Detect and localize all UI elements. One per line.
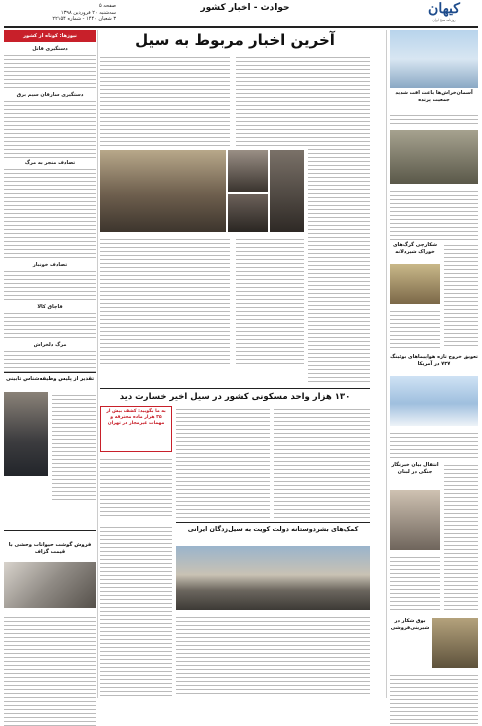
article-body	[390, 112, 478, 126]
brief-item-body	[4, 310, 96, 340]
brief-item-body	[4, 166, 96, 258]
article-body	[274, 406, 370, 518]
divider	[4, 530, 96, 531]
red-notice-panel	[100, 406, 172, 452]
animal-photo	[390, 264, 440, 304]
main-headline: آخرین اخبار مربوط به سیل	[135, 31, 335, 49]
divider	[4, 372, 96, 373]
police-story-body	[52, 392, 96, 502]
logo-tagline: روزنامه صبح ایران	[432, 18, 456, 22]
article-body	[100, 54, 230, 146]
article-body	[390, 308, 440, 348]
bird-flock-photo	[390, 130, 478, 184]
brief-item	[4, 92, 96, 158]
portraits-photo	[390, 490, 440, 550]
right-item-title: شکارچی گرگ‌های خوراک شیردلانه	[392, 242, 438, 255]
article-body	[100, 524, 172, 696]
brief-item-title: تصادف خونبار	[32, 262, 68, 268]
article-body	[176, 406, 270, 518]
police-officer-photo	[4, 392, 48, 476]
section-header-bar	[4, 30, 96, 42]
issue-number: ۳ شعبان ۱۴۴۰ - شماره ۲۲۱۵۴	[52, 16, 116, 22]
red-notice-text: به ما بگویید: کشف بیش از ۳۵ هزار ماده محترقه و مهمات غیرمجاز در تهران	[106, 409, 166, 426]
logo-text: کیهان	[428, 1, 460, 17]
right-item-title: بوق شکار در شیرینی‌فروشی	[390, 618, 430, 631]
brief-item	[4, 304, 96, 340]
column-separator	[386, 30, 387, 698]
left-column	[4, 30, 96, 698]
masthead	[0, 0, 482, 26]
meat-story-title: فروش گوشت حیوانات وحشی با قیمت گزاف	[8, 542, 92, 555]
brief-item-title: دستگیری سارقان سیم برق	[16, 92, 84, 98]
brief-item-body	[4, 98, 96, 158]
kuwait-headline: کمک‌های بشردوستانه دولت کویت به سیل‌زدگان ایرانی	[187, 525, 359, 533]
article-body	[100, 236, 230, 366]
divider	[100, 388, 370, 389]
article-body	[390, 188, 478, 240]
shop-photo	[432, 618, 478, 668]
article-body	[308, 54, 370, 384]
hunting-rifle-photo	[4, 562, 96, 608]
logo	[412, 1, 476, 23]
brief-item-body	[4, 52, 96, 88]
brief-item	[4, 46, 96, 88]
article-body	[390, 672, 478, 726]
flood-volunteers-photo-2	[228, 194, 268, 232]
brief-item	[4, 342, 96, 372]
boeing-photo	[390, 376, 478, 426]
skyscraper-birds-photo	[390, 30, 478, 88]
divider	[176, 522, 370, 523]
page-info	[6, 3, 116, 23]
article-body	[236, 236, 304, 366]
section-title: حوادث - اخبار کشور	[200, 3, 290, 13]
article-body	[100, 456, 172, 518]
housing-headline: ۱۳۰ هزار واحد مسکونی کشور در سیل اخیر خسارت دید	[119, 392, 351, 402]
column-separator	[97, 30, 98, 698]
right-item-title: تعویق خروج تازه هواپیماهای بوئینگ ۷۳۷ در آمریکا	[390, 354, 478, 367]
page-date: سه‌شنبه ۲۰ فروردین ۱۳۹۸	[60, 9, 116, 16]
brief-item-title: قاچاق کالا	[37, 304, 63, 310]
article-body	[444, 242, 478, 348]
meat-story-body	[4, 614, 96, 726]
right-item-title: انتقال بیان خبرنگار جنگی در لبنان	[391, 462, 439, 475]
article-body	[390, 554, 440, 610]
article-body	[176, 614, 370, 696]
brief-item-title: دستگیری قاتل	[32, 46, 68, 52]
masthead-rule	[4, 26, 478, 28]
page-number: صفحه ۵	[99, 3, 116, 9]
brief-item-body	[4, 268, 96, 302]
article-body	[390, 430, 478, 460]
right-item-title: آسمان‌خراش‌ها باعث افت شدید جمعیت پرنده	[395, 90, 473, 103]
brief-item	[4, 160, 96, 258]
brief-item-title: مرگ دلخراش	[33, 342, 67, 348]
police-story-title: تقدیر از پلیس وظیفه‌شناس تابینی	[5, 376, 95, 382]
flood-relief-kitchen-photo	[100, 150, 226, 232]
aid-trucks-photo	[176, 546, 370, 610]
brief-item-title: تصادف منجر به مرگ	[24, 160, 76, 166]
flood-volunteers-photo-3	[270, 150, 304, 232]
flood-volunteers-photo-1	[228, 150, 268, 192]
article-body	[444, 462, 478, 610]
brief-item	[4, 262, 96, 302]
brief-item-body	[4, 348, 96, 372]
section-header-text: نیوزها: کوتاه از کشور	[23, 33, 77, 39]
right-column	[374, 30, 478, 698]
